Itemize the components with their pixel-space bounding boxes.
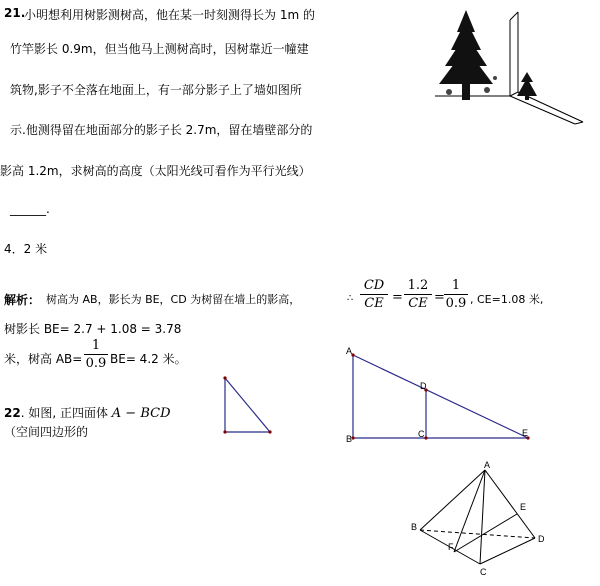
q21-answer-blank: ______. [10,202,50,216]
label-D: D [420,381,427,391]
q22-line2: （空间四边形的 [4,425,89,439]
q21-line4: 示.他测得留在地面部分的影子长 2.7m，留在墙壁部分的 [10,123,313,137]
label-C: C [418,429,425,439]
tetra-label-E: E [520,502,527,512]
analysis-line2: 树影长 BE= 2.7 + 1.08 = 3.78 [4,322,182,336]
ce-value-text: , CE=1.08 米, [470,293,544,306]
tetra-label-A: A [484,460,491,470]
label-E: E [522,428,529,438]
tetra-label-F: F [448,542,454,552]
tetra-label-D: D [538,534,545,544]
tetra-label-B: B [411,522,418,532]
q21-number: 21. [4,6,26,20]
q22-number: 22 [4,406,21,420]
tree-wall-illustration [425,4,595,128]
fraction-12-ce: 1.2 CE [404,278,432,311]
analysis-line3-pre: 米，树高 AB= [4,352,83,366]
q22-math: A − BCD [111,406,171,421]
similar-triangles-figure [342,344,538,448]
label-B: B [346,434,353,444]
fraction-1-09-b: 1 0.9 [85,338,107,371]
fraction-1-09: 1 0.9 [445,278,467,311]
therefore-symbol: ∴ [347,293,354,304]
fraction-cd-ce: CD CE [360,278,388,311]
q21-line2: 竹竿影长 0.9m，但当他马上测树高时，因树靠近一幢建 [10,42,309,56]
analysis-line3-post: BE= 4.2 米。 [110,352,187,366]
q21-line3: 筑物,影子不全落在地面上，有一部分影子上了墙如图所 [10,83,302,97]
q21-line5: 影高 1.2m，求树高的高度（太阳光线可看作为平行光线） [0,164,311,178]
equals-sign-2: = [434,290,445,305]
label-A: A [346,346,353,356]
right-triangle-figure [218,372,278,438]
tetrahedron-figure [408,458,558,578]
answer-text: 4．2 米 [4,242,48,256]
q22-line1: 22. 如图, 正四面体 A − BCD [4,406,171,421]
tetra-label-C: C [480,567,487,577]
q21-line1: 小明想利用树影测树高，他在某一时刻测得长为 1m 的 [24,8,315,22]
analysis-text1: 树高为 AB，影长为 BE，CD 为树留在墙上的影高， [46,293,301,306]
equals-sign-1: = [392,290,403,305]
analysis-label: 解析： [4,293,41,307]
